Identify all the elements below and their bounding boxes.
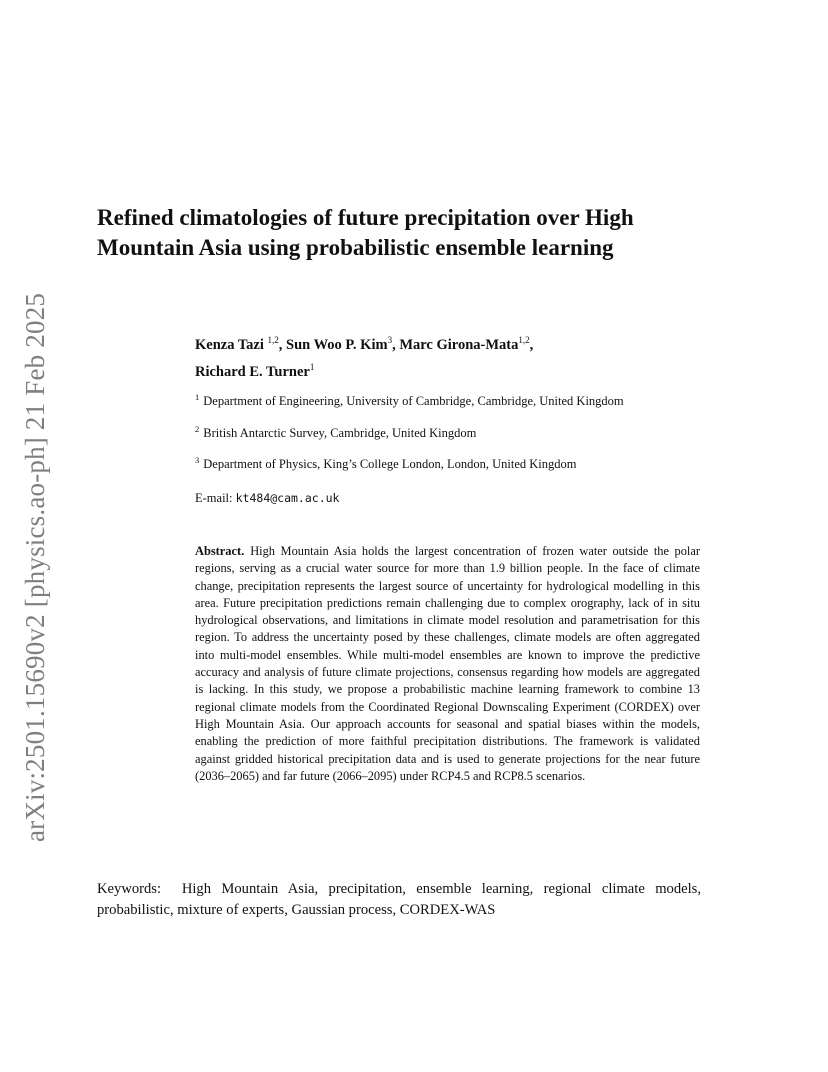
author-affiliation-mark: 3 bbox=[387, 335, 393, 345]
keywords bbox=[97, 879, 701, 921]
abstract bbox=[195, 543, 700, 785]
affiliation-text: Department of Engineering, University of Cambridge, Cambridge, United Kingdom bbox=[203, 394, 624, 408]
keywords-label: Keywords: bbox=[97, 881, 162, 897]
affiliation-number: 1 bbox=[195, 392, 200, 402]
affiliation bbox=[195, 421, 735, 441]
author-affiliation-mark: 1 bbox=[309, 362, 315, 372]
affiliation-number: 3 bbox=[195, 455, 200, 465]
author-separator: , bbox=[392, 337, 400, 353]
email-label: E-mail: bbox=[195, 491, 233, 505]
abstract-text: High Mountain Asia holds the largest concentration of frozen water outside the polar regions, serving as a crucial water source for more than 1.9 billion people. In the face of climate change, precipitation represents the largest source of uncertainty for hydrological modelling in this area. Future precipitation predictions remain challenging due to complex orography, lack of in situ hydrological observations, and limitations in climate model resolution and parametrisation for this region. To address the uncertainty posed by these challenges, climate models are often aggregated into multi-model ensembles. While multi-model ensembles are known to improve the predictive accuracy and analysis of future climate projections, consensus regarding how models are aggregated is lacking. In this study, we propose a probabilistic machine learning framework to combine 13 regional climate models from the Coordinated Regional Downscaling Experiment (CORDEX) over High Mountain Asia. Our approach accounts for seasonal and spatial biases within the models, enabling the prediction of more faithful precipitation distributions. The framework is validated against gridded historical precipitation data and is used to generate projections for the near future (2036–2065) and far future (2066–2095) under RCP4.5 and RCP8.5 scenarios. bbox=[195, 544, 700, 783]
author-affiliation-mark: 1,2 bbox=[267, 335, 279, 345]
author-affiliation-mark: 1,2 bbox=[518, 335, 530, 345]
paper-title: Refined climatologies of future precipitation over High Mountain Asia using probabilistic ensemble learning bbox=[97, 205, 634, 260]
affiliation bbox=[195, 389, 735, 409]
author-separator: , bbox=[278, 337, 287, 353]
arxiv-identifier-stamp: arXiv:2501.15690v2 [physics.ao-ph] 21 Feb 2025 bbox=[20, 292, 50, 842]
abstract-label: Abstract. bbox=[195, 544, 245, 558]
affiliation-text: Department of Physics, King’s College London, London, United Kingdom bbox=[203, 457, 577, 471]
affiliation bbox=[195, 452, 735, 472]
author-separator: , bbox=[529, 337, 534, 353]
affiliation-number: 2 bbox=[195, 424, 200, 434]
author-list bbox=[195, 329, 715, 383]
keywords-text: High Mountain Asia, precipitation, ensemble learning, regional climate models, probabilistic, mixture of experts, Gaussian process, CORDEX-WAS bbox=[97, 881, 702, 918]
contact-email bbox=[195, 490, 339, 506]
author-name: Richard E. Turner bbox=[195, 364, 310, 380]
email-address[interactable]: kt484@cam.ac.uk bbox=[235, 491, 340, 505]
author-name: Marc Girona-Mata bbox=[399, 337, 519, 353]
author-name: Sun Woo P. Kim bbox=[286, 337, 388, 353]
author-name: Kenza Tazi bbox=[195, 337, 264, 353]
affiliation-text: British Antarctic Survey, Cambridge, United Kingdom bbox=[203, 426, 477, 440]
